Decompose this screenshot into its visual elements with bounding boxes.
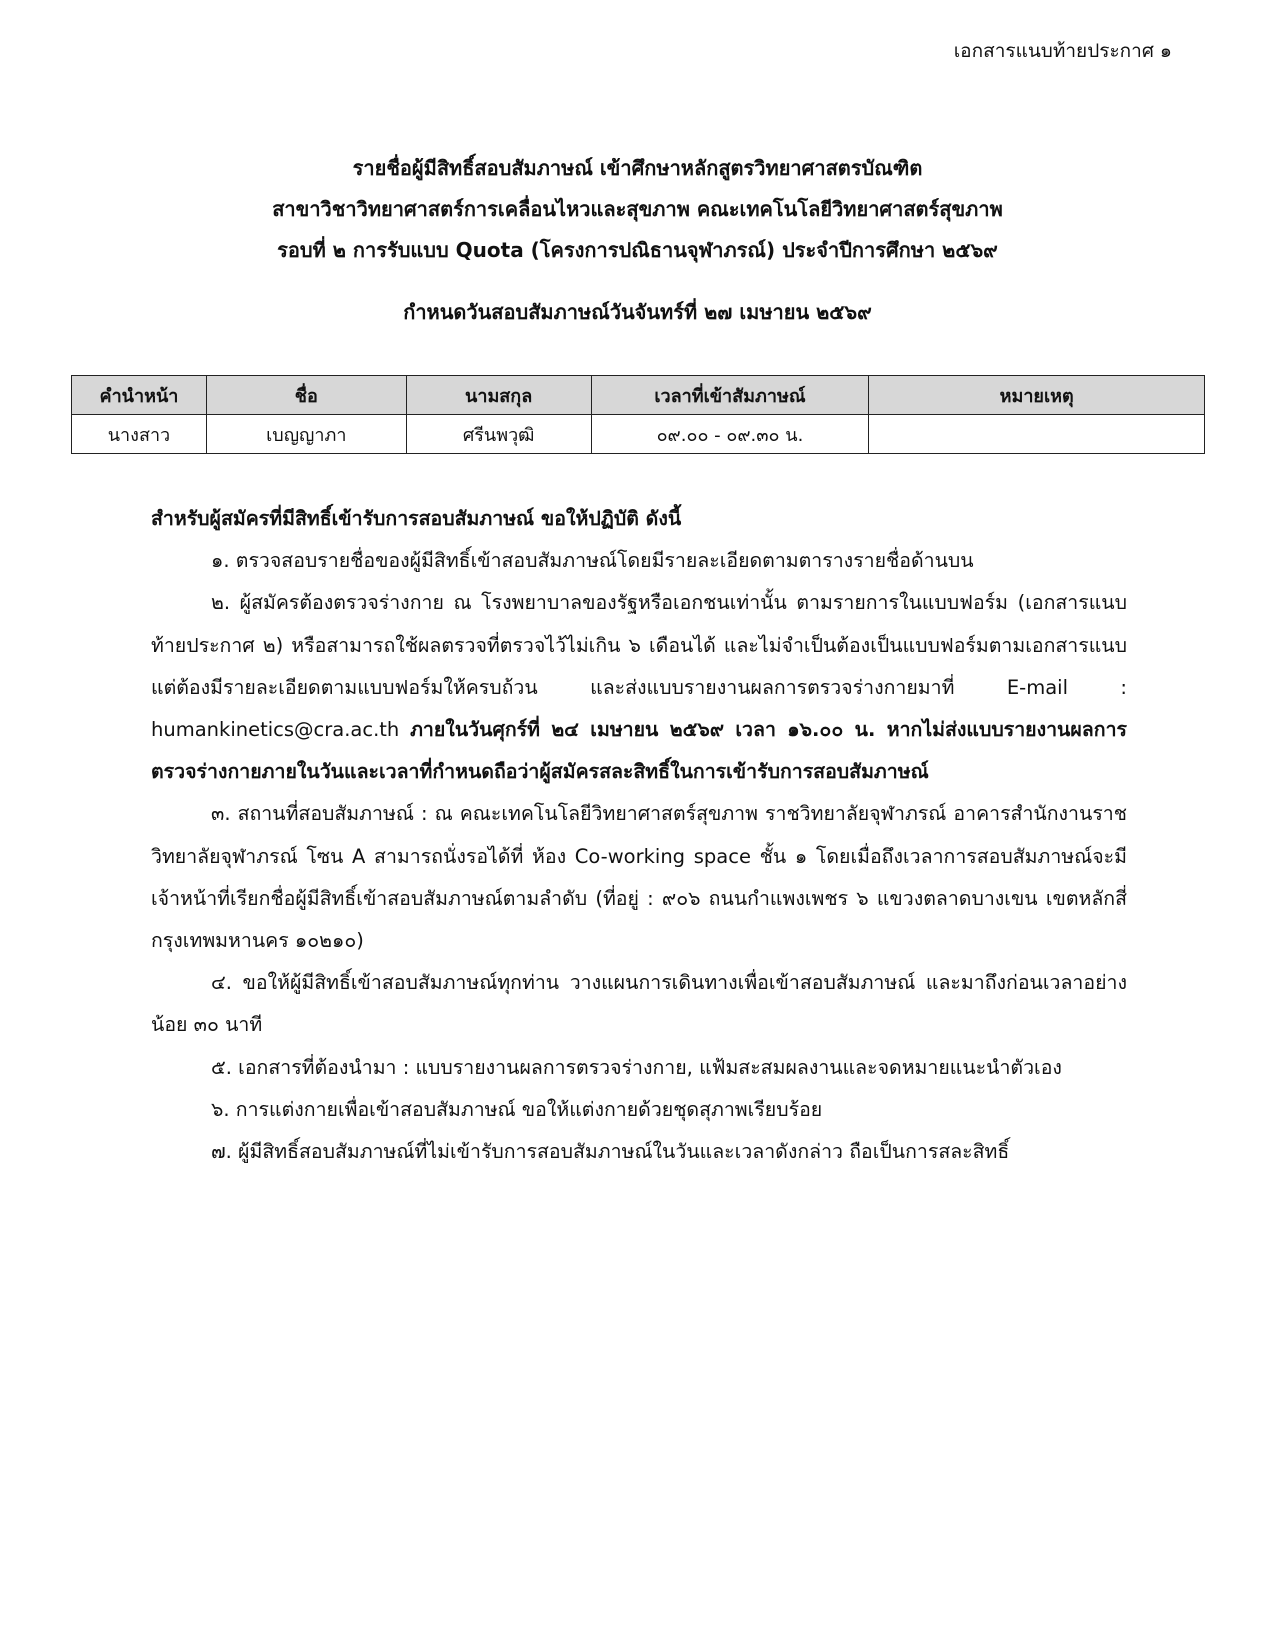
column-header-first-name: ชื่อ	[206, 376, 406, 415]
cell-prefix: นางสาว	[72, 415, 207, 454]
candidate-table	[71, 375, 1205, 454]
cell-interview-time: ๐๙.๐๐ - ๐๙.๓๐ น.	[591, 415, 869, 454]
instruction-item-2-text: ๒. ผู้สมัครต้องตรวจร่างกาย ณ โรงพยาบาลของรัฐหรือเอกชนเท่านั้น ตามรายการในแบบฟอร์ม (เอกสารแนบท้ายประกาศ ๒) หรือสามารถใช้ผลตรวจที่ตรวจไว้ไม่เกิน ๖ เดือนได้ และไม่จำเป็นต้องเป็นแบบฟอร์มตามเอกสารแนบ แต่ต้องมีรายละเอียดตามแบบฟอร์มให้ครบถ้วน และส่งแบบรายงานผลการตรวจร่างกายมาที่ E-mail : humankinetics@cra.ac.th	[151, 591, 1127, 742]
instruction-item-7: ๗. ผู้มีสิทธิ์สอบสัมภาษณ์ที่ไม่เข้ารับการสอบสัมภาษณ์ในวันและเวลาดังกล่าว ถือเป็นการสละสิทธิ์	[211, 1140, 1010, 1164]
table-row	[72, 415, 1205, 454]
title-line-2: สาขาวิชาวิทยาศาสตร์การเคลื่อนไหวและสุขภาพ คณะเทคโนโลยีวิทยาศาสตร์สุขภาพ	[272, 197, 1003, 221]
cell-last-name: ศรีนพวุฒิ	[406, 415, 591, 454]
title-line-1: รายชื่อผู้มีสิทธิ์สอบสัมภาษณ์ เข้าศึกษาหลักสูตรวิทยาศาสตรบัณฑิต	[352, 156, 923, 180]
instruction-item-2-deadline: ภายในวันศุกร์ที่ ๒๔ เมษายน ๒๕๖๙ เวลา ๑๖.๐๐ น. หากไม่ส่งแบบรายงานผลการตรวจร่างกายภายในวันและเวลาที่กำหนดถือว่าผู้สมัครสละสิทธิ์ในการเข้ารับการสอบสัมภาษณ์	[151, 718, 1127, 784]
column-header-prefix: คำนำหน้า	[72, 376, 207, 415]
instruction-item-4: ๔. ขอให้ผู้มีสิทธิ์เข้าสอบสัมภาษณ์ทุกท่าน วางแผนการเดินทางเพื่อเข้าสอบสัมภาษณ์ และมาถึงก่อนเวลาอย่างน้อย ๓๐ นาที	[151, 971, 1127, 1037]
document-title	[0, 148, 1275, 271]
instruction-item-1: ๑. ตรวจสอบรายชื่อของผู้มีสิทธิ์เข้าสอบสัมภาษณ์โดยมีรายละเอียดตามตารางรายชื่อด้านบน	[211, 549, 974, 573]
attachment-label: เอกสารแนบท้ายประกาศ ๑	[953, 40, 1172, 62]
table-header-row	[72, 376, 1205, 415]
cell-remarks	[869, 415, 1205, 454]
interview-date: กำหนดวันสอบสัมภาษณ์วันจันทร์ที่ ๒๗ เมษายน ๒๕๖๙	[403, 300, 872, 324]
instructions-section	[151, 498, 1127, 1173]
column-header-interview-time: เวลาที่เข้าสัมภาษณ์	[591, 376, 869, 415]
instruction-item-5: ๕. เอกสารที่ต้องนำมา : แบบรายงานผลการตรวจร่างกาย, แฟ้มสะสมผลงานและจดหมายแนะนำตัวเอง	[211, 1055, 1062, 1079]
column-header-last-name: นามสกุล	[406, 376, 591, 415]
instructions-intro: สำหรับผู้สมัครที่มีสิทธิ์เข้ารับการสอบสัมภาษณ์ ขอให้ปฏิบัติ ดังนี้	[151, 507, 682, 530]
instruction-item-6: ๖. การแต่งกายเพื่อเข้าสอบสัมภาษณ์ ขอให้แต่งกายด้วยชุดสุภาพเรียบร้อย	[211, 1097, 823, 1121]
cell-first-name: เบญญาภา	[206, 415, 406, 454]
column-header-remarks: หมายเหตุ	[869, 376, 1205, 415]
instruction-item-2	[151, 582, 1127, 793]
title-line-3: รอบที่ ๒ การรับแบบ Quota (โครงการปณิธานจุฬาภรณ์) ประจำปีการศึกษา ๒๕๖๙	[277, 238, 998, 262]
instruction-item-3: ๓. สถานที่สอบสัมภาษณ์ : ณ คณะเทคโนโลยีวิทยาศาสตร์สุขภาพ ราชวิทยาลัยจุฬาภรณ์ อาคารสำนักงานราชวิทยาลัยจุฬาภรณ์ โซน A สามารถนั่งรอได้ที่ ห้อง Co-working space ชั้น ๑ โดยเมื่อถึงเวลาการสอบสัมภาษณ์จะมีเจ้าหน้าที่เรียกชื่อผู้มีสิทธิ์เข้าสอบสัมภาษณ์ตามลำดับ (ที่อยู่ : ๙๐๖ ถนนกำแพงเพชร ๖ แขวงตลาดบางเขน เขตหลักสี่ กรุงเทพมหานคร ๑๐๒๑๐)	[151, 802, 1127, 953]
